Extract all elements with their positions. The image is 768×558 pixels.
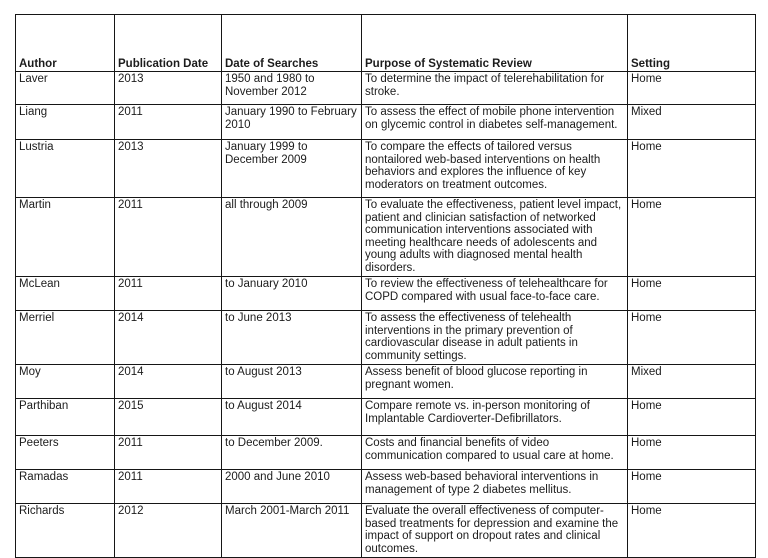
table-row [16, 399, 756, 436]
table-row [16, 436, 756, 470]
cell-setting: Home [628, 198, 756, 277]
cell-purpose: To review the effectiveness of telehealthcare for COPD compared with usual face-to-face care. [362, 277, 628, 311]
column-header-setting: Setting [628, 15, 756, 72]
cell-publication-date: 2013 [115, 140, 222, 198]
table-row [16, 198, 756, 277]
cell-author: Parthiban [16, 399, 115, 436]
cell-purpose: Evaluate the overall effectiveness of computer-based treatments for depression and examine the impact of support on dropout rates and clinical outcomes. [362, 504, 628, 558]
cell-setting: Home [628, 436, 756, 470]
cell-publication-date: 2011 [115, 198, 222, 277]
table-row [16, 72, 756, 105]
cell-setting: Mixed [628, 365, 756, 399]
cell-publication-date: 2011 [115, 105, 222, 140]
cell-author: Richards [16, 504, 115, 558]
cell-date-of-searches: March 2001-March 2011 [222, 504, 362, 558]
cell-setting: Home [628, 504, 756, 558]
table-row [16, 311, 756, 365]
cell-publication-date: 2011 [115, 470, 222, 504]
cell-purpose: To assess the effectiveness of telehealth interventions in the primary prevention of cardiovascular disease in adult patients in community settings. [362, 311, 628, 365]
cell-date-of-searches: to January 2010 [222, 277, 362, 311]
table-row [16, 470, 756, 504]
column-header-purpose: Purpose of Systematic Review [362, 15, 628, 72]
cell-publication-date: 2013 [115, 72, 222, 105]
cell-setting: Home [628, 140, 756, 198]
cell-date-of-searches: 2000 and June 2010 [222, 470, 362, 504]
cell-author: Lustria [16, 140, 115, 198]
cell-purpose: To determine the impact of telerehabilitation for stroke. [362, 72, 628, 105]
cell-publication-date: 2014 [115, 365, 222, 399]
cell-publication-date: 2015 [115, 399, 222, 436]
cell-setting: Home [628, 399, 756, 436]
cell-setting: Home [628, 311, 756, 365]
column-header-date-of-searches: Date of Searches [222, 15, 362, 72]
cell-date-of-searches: to December 2009. [222, 436, 362, 470]
column-header-publication-date: Publication Date [115, 15, 222, 72]
cell-setting: Home [628, 470, 756, 504]
cell-publication-date: 2014 [115, 311, 222, 365]
cell-author: Martin [16, 198, 115, 277]
cell-setting: Mixed [628, 105, 756, 140]
cell-publication-date: 2012 [115, 504, 222, 558]
cell-purpose: Costs and financial benefits of video communication compared to usual care at home. [362, 436, 628, 470]
table-header-row [16, 15, 756, 72]
table-row [16, 277, 756, 311]
column-header-author: Author [16, 15, 115, 72]
cell-setting: Home [628, 72, 756, 105]
cell-author: Peeters [16, 436, 115, 470]
cell-date-of-searches: 1950 and 1980 to November 2012 [222, 72, 362, 105]
table-row [16, 504, 756, 558]
cell-author: Merriel [16, 311, 115, 365]
cell-purpose: To assess the effect of mobile phone intervention on glycemic control in diabetes self-management. [362, 105, 628, 140]
cell-date-of-searches: January 1990 to February 2010 [222, 105, 362, 140]
cell-publication-date: 2011 [115, 277, 222, 311]
cell-purpose: To evaluate the effectiveness, patient level impact, patient and clinician satisfaction of networked communication interventions associated with meeting healthcare needs of adolescents and young adults with diagnosed mental health disorders. [362, 198, 628, 277]
cell-author: Moy [16, 365, 115, 399]
cell-setting: Home [628, 277, 756, 311]
cell-date-of-searches: January 1999 to December 2009 [222, 140, 362, 198]
table-body [16, 72, 756, 558]
cell-purpose: To compare the effects of tailored versus nontailored web-based interventions on health behaviors and explores the influence of key moderators on treatment outcomes. [362, 140, 628, 198]
cell-purpose: Assess web-based behavioral interventions in management of type 2 diabetes mellitus. [362, 470, 628, 504]
cell-date-of-searches: to June 2013 [222, 311, 362, 365]
cell-purpose: Compare remote vs. in-person monitoring of Implantable Cardioverter-Defibrillators. [362, 399, 628, 436]
cell-author: Liang [16, 105, 115, 140]
cell-date-of-searches: all through 2009 [222, 198, 362, 277]
cell-author: Ramadas [16, 470, 115, 504]
cell-date-of-searches: to August 2014 [222, 399, 362, 436]
cell-publication-date: 2011 [115, 436, 222, 470]
cell-purpose: Assess benefit of blood glucose reporting in pregnant women. [362, 365, 628, 399]
table-row [16, 365, 756, 399]
cell-date-of-searches: to August 2013 [222, 365, 362, 399]
systematic-review-table [15, 14, 756, 558]
cell-author: Laver [16, 72, 115, 105]
cell-author: McLean [16, 277, 115, 311]
table-row [16, 105, 756, 140]
table-row [16, 140, 756, 198]
